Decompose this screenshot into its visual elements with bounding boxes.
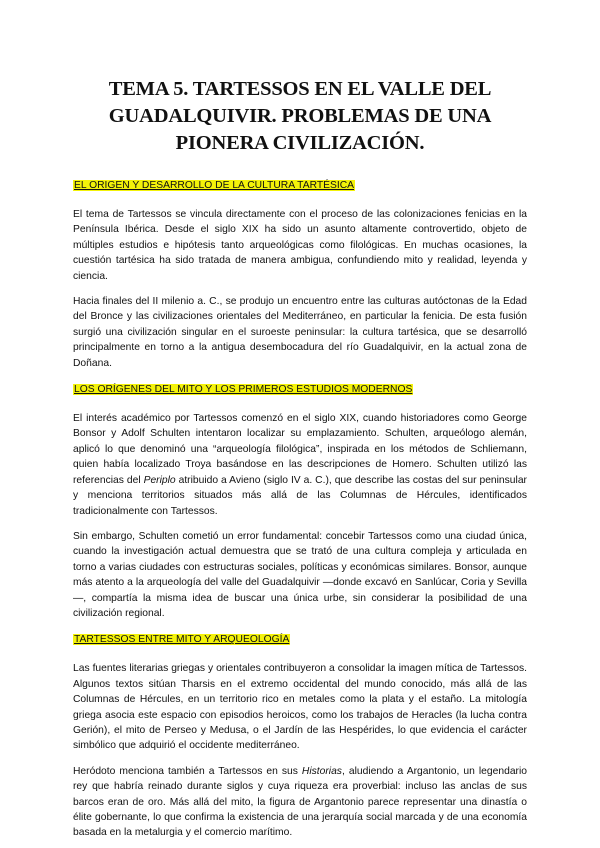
italic-title: Historias bbox=[301, 765, 342, 777]
paragraph: Las fuentes literarias griegas y orientales contribuyeron a consolidar la imagen mítica de Tartessos. Algunos textos sitúan Tharsis en el extremo occidental del mundo conocido, más allá de las Columnas de Hércules, en un territorio rico en metales como la plata y el estaño. La mitología griega asocia este espacio con episodios heroicos, como los trabajos de Heracles (la lucha contra Gerión), el mito de Perseo y Medusa, o el Jardín de las Hespérides, lo que evidencia el carácter simbólico que adquirió el occidente mediterráneo. bbox=[73, 663, 527, 752]
paragraph: Sin embargo, Schulten cometió un error fundamental: concebir Tartessos como una ciudad única, cuando la investigación actual demuestra que se trató de una cultura compleja y articulada en torno a varias ciudades con estructuras sociales, políticas y económicas similares. Bonsor, aunque más atento a la arqueología del valle del Guadalquivir —donde excavó en Sanlúcar, Coria y Sevilla—, compartía la misma idea de buscar una única urbe, sin considerar la posibilidad de una civilización regional. bbox=[73, 530, 527, 619]
section-heading-origen bbox=[73, 179, 527, 193]
paragraph-text: atribuido a Avieno (siglo IV a. C.), que describe las costas del sur peninsular y menciona territorios situados más allá de las Columnas de Hércules, identificados tradicionalmente con Tartessos. bbox=[73, 474, 527, 517]
paragraph-text: El interés académico por Tartessos comenzó en el siglo XIX, cuando historiadores como George Bonsor y Adolf Schulten intentaron localizar su emplazamiento. Schulten, arqueólogo alemán, aplicó lo que denominó una “arqueología filológica”, inspirada en los métodos de Schliemann, quien había localizado Troya basándose en las descripciones de Homero. Schulten utilizó las referencias del bbox=[73, 413, 527, 486]
paragraph-text: Heródoto menciona también a Tartessos en sus bbox=[73, 765, 302, 777]
highlighted-heading-text: TARTESSOS ENTRE MITO Y ARQUEOLOGÍA bbox=[74, 634, 290, 646]
paragraph: Hacia finales del II milenio a. C., se produjo un encuentro entre las culturas autóctonas de la Edad del Bronce y las civilizaciones orientales del Mediterráneo, en particular la fenicia. De esta fusión surgió una civilización singular en el suroeste peninsular: la cultura tartésica, que se desarrolló principalmente en torno a la antigua desembocadura del río Guadalquivir, en la actual zona de Doñana. bbox=[73, 296, 527, 369]
paragraph bbox=[73, 764, 527, 841]
highlighted-heading-text: EL ORIGEN Y DESARROLLO DE LA CULTURA TARTÉSICA bbox=[74, 180, 355, 191]
italic-title: Periplo bbox=[143, 474, 176, 486]
paragraph-text: , aludiendo a Argantonio, un legendario rey que habría reinado durante siglos y cuya riqueza era proverbial: incluso las anclas de sus barcos eran de oro. Más allá del mito, la figura de Argantonio parece representar una dinastía o élite gobernante, lo que confirma la existencia de una jerarquía social marcada y de una economía basada en la metalurgia y el comercio marítimo. bbox=[73, 765, 527, 839]
section-heading-mito-arqueologia bbox=[73, 633, 527, 647]
paragraph: El tema de Tartessos se vincula directamente con el proceso de las colonizaciones fenicias en la Península Ibérica. Desde el siglo XIX ha sido un asunto altamente controvertido, objeto de múltiples estudios e hipótesis tanto arqueológicas como filológicas. En muchas ocasiones, la cuestión tartésica ha sido tratada de manera ambigua, confundiendo mito y realidad, leyenda y ciencia. bbox=[73, 209, 527, 282]
paragraph bbox=[73, 411, 527, 519]
section-heading-origenes-mito bbox=[73, 383, 527, 397]
document-title: TEMA 5. TARTESSOS EN EL VALLE DEL GUADALQUIVIR. PROBLEMAS DE UNA PIONERA CIVILIZACIÓN. bbox=[108, 78, 492, 154]
highlighted-heading-text: LOS ORÍGENES DEL MITO Y LOS PRIMEROS ESTUDIOS MODERNOS bbox=[74, 384, 413, 396]
